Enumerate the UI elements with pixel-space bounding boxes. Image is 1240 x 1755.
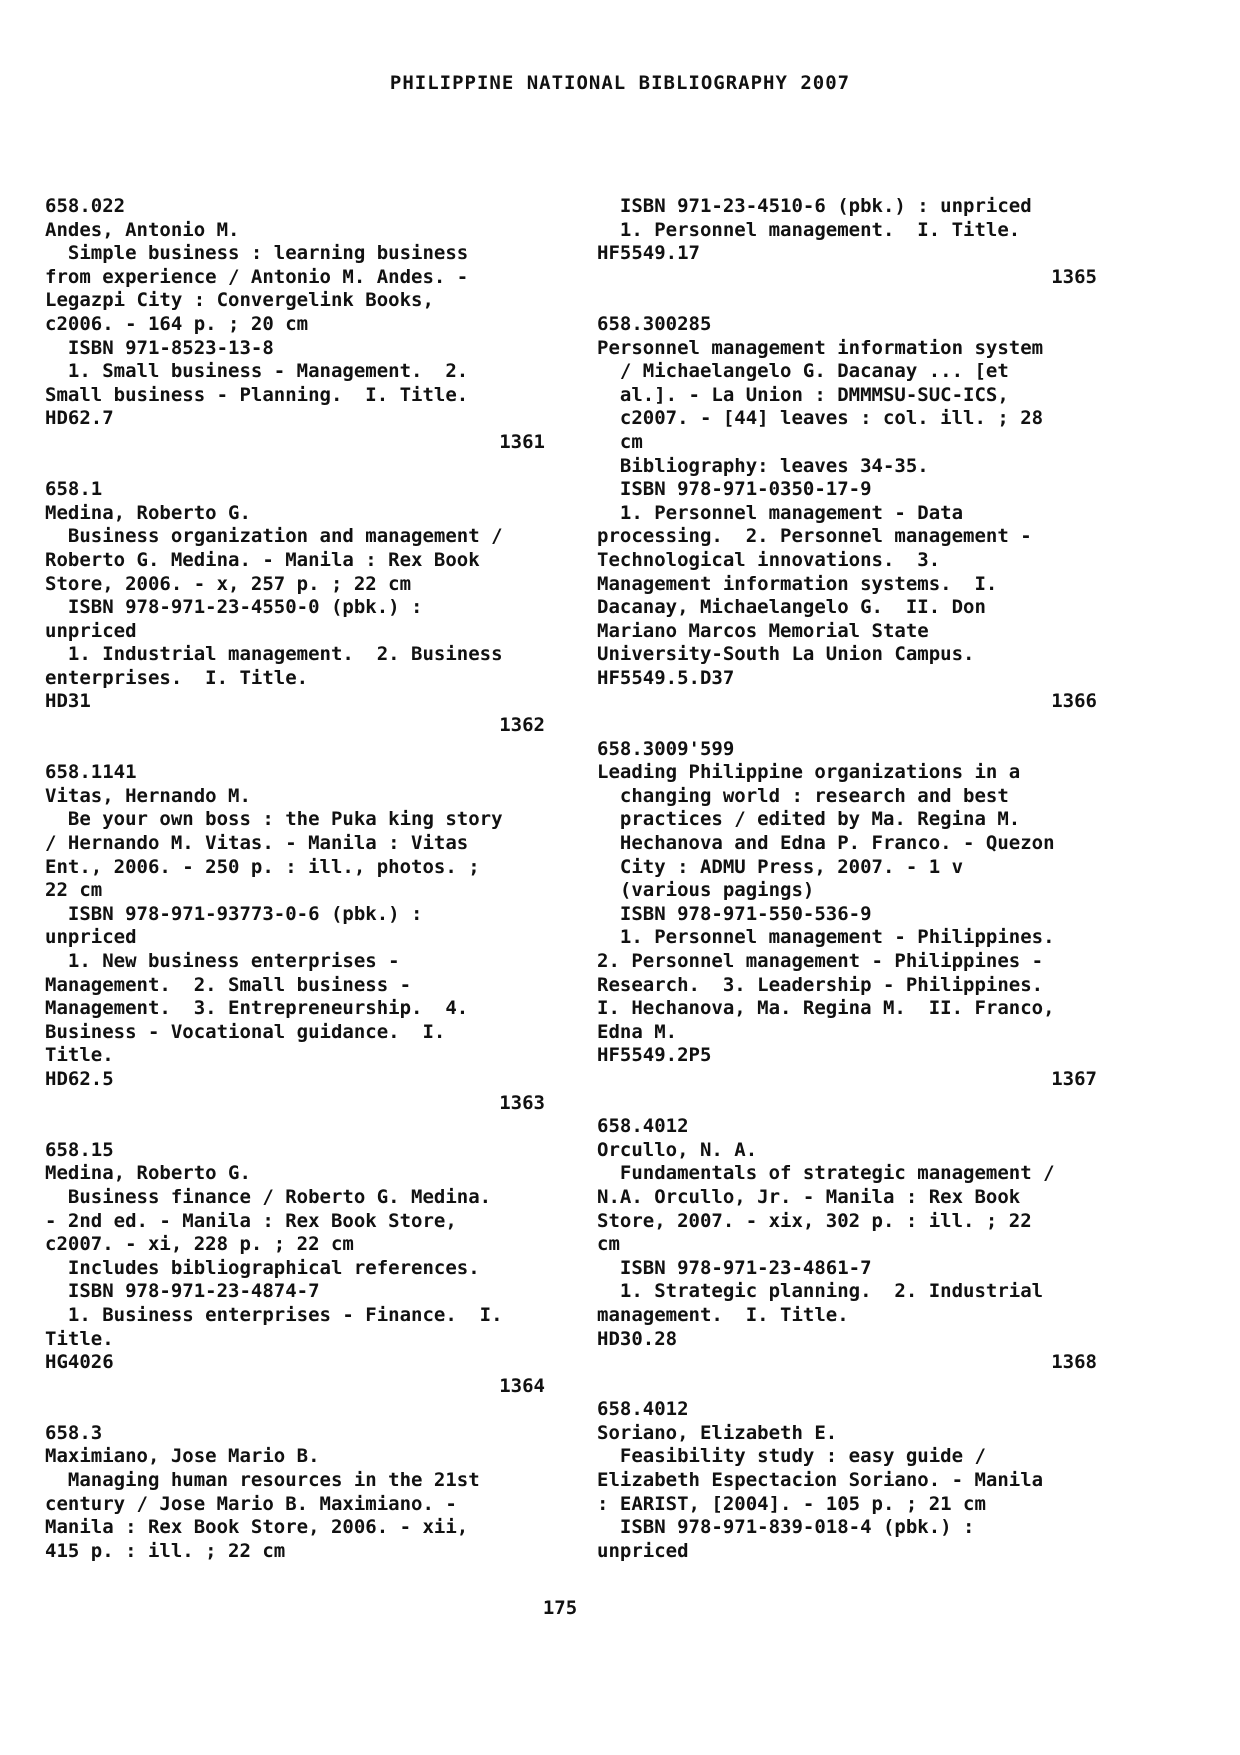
entry-line: 1. Industrial management. 2. Business [45,643,503,666]
entry-line: Includes bibliographical references. [45,1256,480,1279]
entry-line: Bibliography: leaves 34-35. [597,454,929,477]
entry-line [597,1375,1097,1399]
entry-line [597,289,1097,313]
entry-line: 658.1 [45,478,103,501]
entry-line: ISBN 978-971-839-018-4 (pbk.) : [597,1516,975,1539]
entry-line: unpriced [45,926,137,949]
entry-line: 1. Small business - Management. 2. [45,360,469,383]
entry-line: Soriano, Elizabeth E. [597,1421,838,1444]
entry-line: century / Jose Mario B. Maximiano. - [45,1492,457,1515]
entry-line: cm [597,430,643,453]
entry-line: 1. Strategic planning. 2. Industrial [597,1280,1044,1303]
entry-line: Managing human resources in the 21st [45,1469,480,1492]
entry-line: al.]. - La Union : DMMMSU-SUC-ICS, [597,383,1009,406]
entry-line: Medina, Roberto G. [45,1162,251,1185]
entry-line: 658.1141 [45,761,137,784]
entry-line: unpriced [45,619,137,642]
entry-line: 1. Personnel management - Philippines. [597,926,1055,949]
entry-line: Simple business : learning business [45,242,469,265]
entry-line: Dacanay, Michaelangelo G. II. Don [597,596,986,619]
entry-line: Business - Vocational guidance. I. [45,1020,446,1043]
entry-line: (various pagings) [597,879,815,902]
entry-line: I. Hechanova, Ma. Regina M. II. Franco, [597,997,1055,1020]
entry-line: ISBN 978-971-23-4550-0 (pbk.) : [45,596,423,619]
entry-line: cm [597,1233,620,1256]
entry-number: 1363 [499,1091,545,1114]
entry-line: ISBN 971-23-4510-6 (pbk.) : unpriced [597,195,1032,217]
entry-line: ISBN 971-8523-13-8 [45,336,274,359]
entry-number: 1368 [1051,1351,1097,1374]
entry-line [45,1115,545,1139]
entry-line: 658.4012 [597,1115,689,1138]
entry-line: Fundamentals of strategic management / [597,1162,1055,1185]
entry-line: Feasibility study : easy guide / [597,1445,986,1468]
entry-line: 658.3 [45,1421,103,1444]
entry-line: HD30.28 [597,1327,678,1350]
entry-line: Roberto G. Medina. - Manila : Rex Book [45,548,480,571]
entry-line: Mariano Marcos Memorial State [597,619,929,642]
entry-line: from experience / Antonio M. Andes. - [45,265,469,288]
entry-number: 1366 [1051,690,1097,713]
entry-number: 1361 [499,430,545,453]
entry-line: Legazpi City : Convergelink Books, [45,289,434,312]
entry-line: HG4026 [45,1351,114,1374]
entry-line: 22 cm [45,879,103,902]
entry-line: Manila : Rex Book Store, 2006. - xii, [45,1516,469,1539]
entry-line: Maximiano, Jose Mario B. [45,1445,320,1468]
entry-line: N.A. Orcullo, Jr. - Manila : Rex Book [597,1185,1021,1208]
entry-line: Medina, Roberto G. [45,501,251,524]
entry-line: management. I. Title. [597,1303,849,1326]
entry-line [597,1092,1097,1116]
entry-line: practices / edited by Ma. Regina M. [597,808,1021,831]
entry-line [45,455,545,479]
entry-line: HD31 [45,690,91,713]
entry-line: HF5549.17 [597,242,700,265]
entry-line: 1. Business enterprises - Finance. I. [45,1303,503,1326]
entry-line: changing world : research and best [597,784,1009,807]
page-header-title: PHILIPPINE NATIONAL BIBLIOGRAPHY 2007 [389,72,851,94]
entry-line: / Michaelangelo G. Dacanay ... [et [597,360,1009,383]
entry-line: Business finance / Roberto G. Medina. [45,1185,492,1208]
entry-number: 1362 [499,714,545,737]
entry-line: enterprises. I. Title. [45,666,309,689]
entry-line: 415 p. : ill. ; 22 cm [45,1539,286,1562]
entry-line: c2006. - 164 p. ; 20 cm [45,312,309,335]
entry-line: 658.4012 [597,1398,689,1421]
entry-line: Research. 3. Leadership - Philippines. [597,973,1044,996]
entry-line: unpriced [597,1539,689,1562]
entry-line: Business organization and management / [45,525,503,548]
entry-line: HF5549.5.D37 [597,666,735,689]
entry-line: Title. [45,1327,114,1350]
entry-line: ISBN 978-971-550-536-9 [597,902,872,925]
entry-line: Hechanova and Edna P. Franco. - Quezon [597,832,1055,855]
entry-line: - 2nd ed. - Manila : Rex Book Store, [45,1209,457,1232]
entry-line: Vitas, Hernando M. [45,784,251,807]
entry-line: HD62.5 [45,1067,114,1090]
entry-line: : EARIST, [2004]. - 105 p. ; 21 cm [597,1492,986,1515]
right-column [597,195,1097,1563]
entry-line: ISBN 978-971-93773-0-6 (pbk.) : [45,902,423,925]
left-column [45,195,545,1563]
entry-line: Be your own boss : the Puka king story [45,808,503,831]
entry-line: Management information systems. I. [597,572,998,595]
entry-line: Management. 2. Small business - [45,973,412,996]
entry-line: HD62.7 [45,407,114,430]
entry-line [45,738,545,762]
entry-line: ISBN 978-971-0350-17-9 [597,478,872,501]
entry-line: Edna M. [597,1020,678,1043]
entry-line: ISBN 978-971-23-4861-7 [597,1256,872,1279]
entry-line: University-South La Union Campus. [597,643,975,666]
entry-line: 1. Personnel management - Data [597,501,964,524]
entry-line: / Hernando M. Vitas. - Manila : Vitas [45,832,469,855]
entry-line: Personnel management information system [597,336,1044,359]
entry-line: Title. [45,1044,114,1067]
entry-line: 2. Personnel management - Philippines - [597,950,1044,972]
entry-line: City : ADMU Press, 2007. - 1 v [597,855,964,878]
entry-line: Ent., 2006. - 250 p. : ill., photos. ; [45,855,480,878]
entry-line: 1. Personnel management. I. Title. [597,218,1021,241]
entry-line: 658.3009'599 [597,737,735,760]
entry-line [45,1398,545,1422]
page-number: 175 [542,1597,578,1619]
entry-line: c2007. - [44] leaves : col. ill. ; 28 [597,407,1044,430]
entry-line: 658.300285 [597,312,712,335]
entry-number: 1364 [499,1374,545,1397]
entry-number: 1367 [1051,1067,1097,1090]
entry-line: Management. 3. Entrepreneurship. 4. [45,997,469,1020]
entry-line: HF5549.2P5 [597,1044,712,1067]
entry-line: Technological innovations. 3. [597,548,941,571]
entry-line [597,714,1097,738]
entry-line: Small business - Planning. I. Title. [45,383,469,406]
entry-line: 1. New business enterprises - [45,950,400,972]
entry-line: Store, 2006. - x, 257 p. ; 22 cm [45,572,412,595]
entry-line: 658.15 [45,1138,114,1161]
entry-line: c2007. - xi, 228 p. ; 22 cm [45,1233,354,1256]
entry-line: ISBN 978-971-23-4874-7 [45,1280,320,1303]
entry-line: Orcullo, N. A. [597,1138,758,1161]
entry-line: Leading Philippine organizations in a [597,761,1021,784]
entry-line: 658.022 [45,195,126,217]
entry-line: processing. 2. Personnel management - [597,525,1032,548]
entry-line: Elizabeth Espectacion Soriano. - Manila [597,1469,1044,1492]
entry-number: 1365 [1051,265,1097,288]
entry-line: Andes, Antonio M. [45,218,240,241]
entry-line: Store, 2007. - xix, 302 p. : ill. ; 22 [597,1209,1032,1232]
